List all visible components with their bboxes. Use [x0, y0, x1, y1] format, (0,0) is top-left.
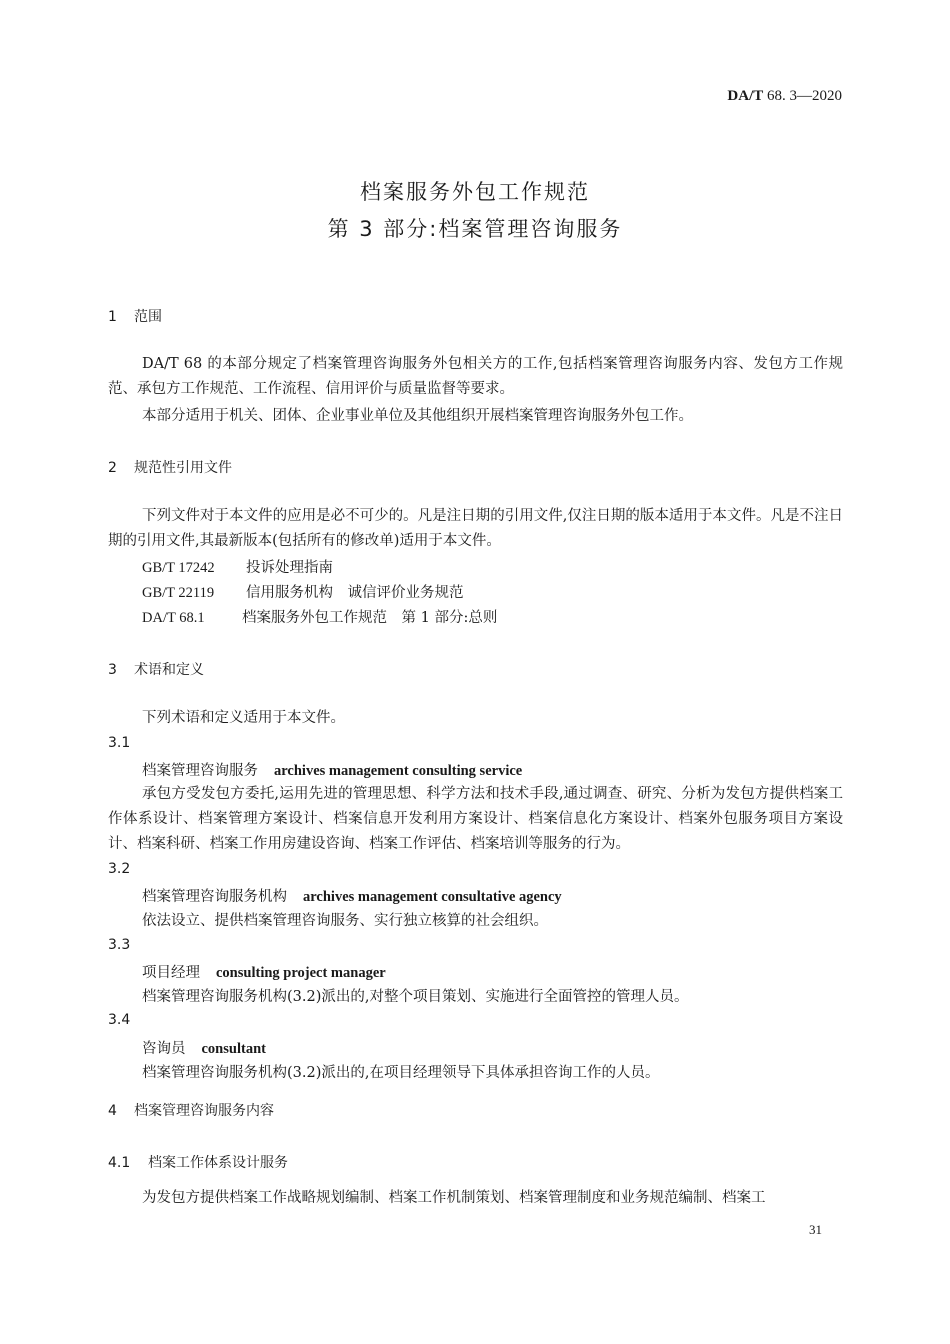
section-1-heading: 1 范围 — [108, 309, 162, 325]
term-heading: 档案管理咨询服务机构 archives management consultative agency — [142, 889, 562, 905]
standard-prefix: DA/T — [727, 88, 764, 104]
document-subtitle: 第 3 部分:档案管理咨询服务 — [327, 217, 623, 241]
term-heading: 咨询员 consultant — [142, 1041, 266, 1057]
section-1-paragraph-1: DA/T 68 的本部分规定了档案管理咨询服务外包相关方的工作,包括档案管理咨询服务内容、发包方工作规范、承包方工作规范、工作流程、信用评价与质量监督等要求。 — [108, 356, 843, 397]
term-number: 3.3 — [108, 937, 131, 953]
section-3-intro: 下列术语和定义适用于本文件。 — [142, 710, 345, 726]
reference-item: GB/T 22119 信用服务机构 诚信评价业务规范 — [142, 585, 464, 601]
section-4-1-heading: 4.1 档案工作体系设计服务 — [108, 1155, 288, 1171]
section-3-heading: 3 术语和定义 — [108, 662, 204, 678]
term-definition: 档案管理咨询服务机构(3.2)派出的,在项目经理领导下具体承担咨询工作的人员。 — [142, 1065, 660, 1081]
term-number: 3.1 — [108, 735, 131, 751]
section-2-paragraph: 下列文件对于本文件的应用是必不可少的。凡是注日期的引用文件,仅注日期的版本适用于本文件。凡是不注日期的引用文件,其最新版本(包括所有的修改单)适用于本文件。 — [108, 508, 843, 549]
standard-number: 68. 3—2020 — [763, 88, 842, 104]
standard-code — [727, 88, 842, 105]
term-definition: 依法设立、提供档案管理咨询服务、实行独立核算的社会组织。 — [142, 913, 548, 929]
term-definition: 档案管理咨询服务机构(3.2)派出的,对整个项目策划、实施进行全面管控的管理人员。 — [142, 989, 689, 1005]
term-definition: 承包方受发包方委托,运用先进的管理思想、科学方法和技术手段,通过调查、研究、分析为发包方提供档案工作体系设计、档案管理方案设计、档案信息开发利用方案设计、档案信息化方案设计、档案外包服务项目方案设计、档案科研、档案工作用房建设咨询、档案工作评估、档案培训等服务的行为。 — [108, 786, 843, 852]
term-number: 3.2 — [108, 861, 131, 877]
section-2-heading: 2 规范性引用文件 — [108, 460, 232, 476]
section-4-1-paragraph: 为发包方提供档案工作战略规划编制、档案工作机制策划、档案管理制度和业务规范编制、档案工 — [142, 1190, 766, 1206]
section-1-paragraph-2: 本部分适用于机关、团体、企业事业单位及其他组织开展档案管理咨询服务外包工作。 — [142, 408, 693, 424]
term-heading: 项目经理 consulting project manager — [142, 965, 386, 981]
page-number: 31 — [809, 1222, 822, 1237]
reference-item: GB/T 17242 投诉处理指南 — [142, 560, 333, 576]
term-number: 3.4 — [108, 1012, 131, 1028]
term-heading: 档案管理咨询服务 archives management consulting service — [142, 763, 523, 779]
reference-item: DA/T 68.1 档案服务外包工作规范 第 1 部分:总则 — [142, 610, 498, 626]
document-title: 档案服务外包工作规范 — [360, 180, 590, 204]
section-4-heading: 4 档案管理咨询服务内容 — [108, 1103, 274, 1119]
